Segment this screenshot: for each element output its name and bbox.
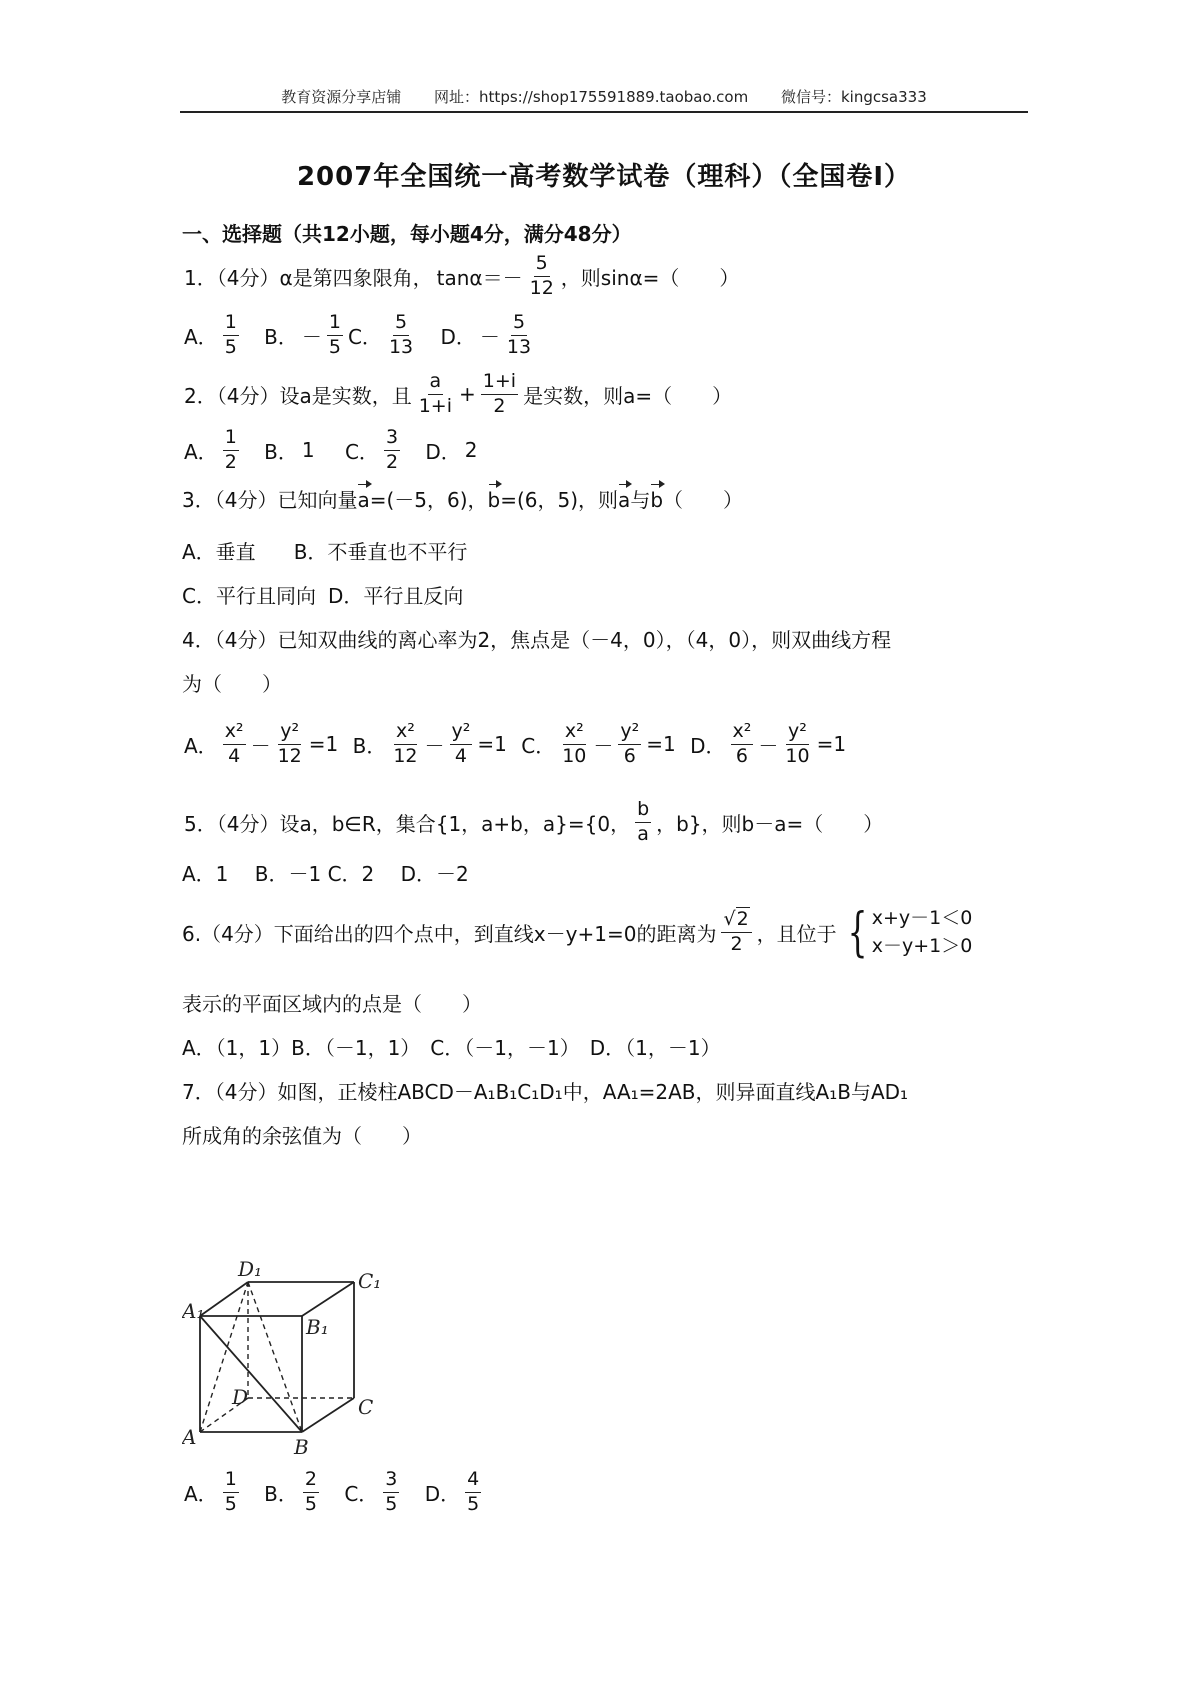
section-heading: 一、选择题（共12小题，每小题4分，满分48分）: [182, 222, 632, 246]
label-a1: A₁: [182, 1299, 205, 1323]
shop-url: 网址：https://shop175591889.taobao.com: [434, 88, 749, 106]
question-7-cont: 所成角的余弦值为（ ）: [182, 1124, 422, 1148]
label-b: B: [294, 1435, 309, 1459]
label-a: A: [182, 1425, 197, 1449]
question-5: 5．（4分）设a，b∈R，集合{1，a+b，a}={0， $\frac{b}{a}$ ，b}，则b－a=（ ）: [184, 798, 884, 845]
wechat-id: 微信号：kingcsa333: [780, 88, 927, 106]
question-6-options: A．（1，1）B．（－1，1） C．（－1，－1） D．（1，－1）: [182, 1036, 721, 1060]
label-b1: B₁: [306, 1315, 329, 1339]
page-title: 2007年全国统一高考数学试卷（理科）（全国卷Ⅰ）: [296, 162, 912, 192]
question-4-options: A． $\frac{\text{x²}}{4}$ － $\frac{\text{y²}}{12}$ =1 B． $\frac{\text{x²}}{12}$ － $\frac{\text{y²}}{4}$ =1 C． $\frac{\text{x²}}{10}$ － $\frac{\text{y²}}{6}$ =1 D． $\frac{\text{x²}}{6}$ － $\frac{\text{y²}}{10}$ =1: [184, 720, 847, 767]
header-rule: [180, 111, 1028, 113]
question-3: 3．（4分）已知向量a=(－5，6)，b=(6，5)，则a与b（ ）: [182, 488, 744, 512]
vector-b: b: [487, 488, 501, 512]
label-d1: D₁: [238, 1260, 263, 1281]
prism-diagram: [182, 1260, 402, 1460]
question-2: 2．（4分）设a是实数，且 $\frac{a}{1+i}$ + $\frac{1+i}{2}$ 是实数，则a=（ ）: [184, 370, 733, 417]
question-2-options: A． $\frac{1}{2}$ B． 1 C． $\frac{3}{2}$ D． 2: [184, 426, 478, 473]
question-6-cont: 表示的平面区域内的点是（ ）: [182, 992, 482, 1016]
tan-expression: tanα＝－: [436, 265, 523, 290]
question-1-options: A． $\frac{1}{5}$ B． － $\frac{1}{5}$ C． $\frac{5}{13}$ D． － $\frac{5}{13}$: [184, 311, 532, 358]
question-3-options-row1: A．垂直 B．不垂直也不平行: [182, 540, 468, 564]
shop-name: 教育资源分享店铺: [281, 88, 402, 106]
fraction: $\frac{5}{12}$: [529, 252, 554, 299]
page-header: [180, 86, 1028, 107]
question-4: 4．（4分）已知双曲线的离心率为2，焦点是（－4，0），（4，0），则双曲线方程: [182, 628, 892, 652]
label-c1: C₁: [358, 1269, 382, 1293]
question-7-options: A． $\frac{1}{5}$ B． $\frac{2}{5}$ C． $\frac{3}{5}$ D． $\frac{4}{5}$: [184, 1468, 480, 1515]
question-3-options-row2: C．平行且同向 D．平行且反向: [182, 584, 464, 608]
question-1: 1．（4分）α是第四象限角， tanα＝－ $\frac{5}{12}$ ，则sinα=（ ）: [184, 252, 740, 299]
question-4-cont: 为（ ）: [182, 672, 282, 696]
label-d: D: [232, 1385, 249, 1409]
vector-a: a: [357, 488, 370, 512]
inequality-system: { x+y－1＜0 x－y+1＞0: [847, 902, 973, 963]
prism-figure: [182, 1260, 402, 1460]
question-6: 6.（4分）下面给出的四个点中，到直线x－y+1=0的距离为 $\frac{√2}{2}$ ，且位于 { x+y－1＜0 x－y+1＞0: [182, 902, 973, 963]
label-c: C: [358, 1395, 374, 1419]
question-5-options: A．1 B．－1 C．2 D．－2: [182, 862, 469, 886]
question-7: 7．（4分）如图，正棱柱ABCD－A₁B₁C₁D₁中，AA₁=2AB，则异面直线A₁B与AD₁: [182, 1080, 909, 1104]
